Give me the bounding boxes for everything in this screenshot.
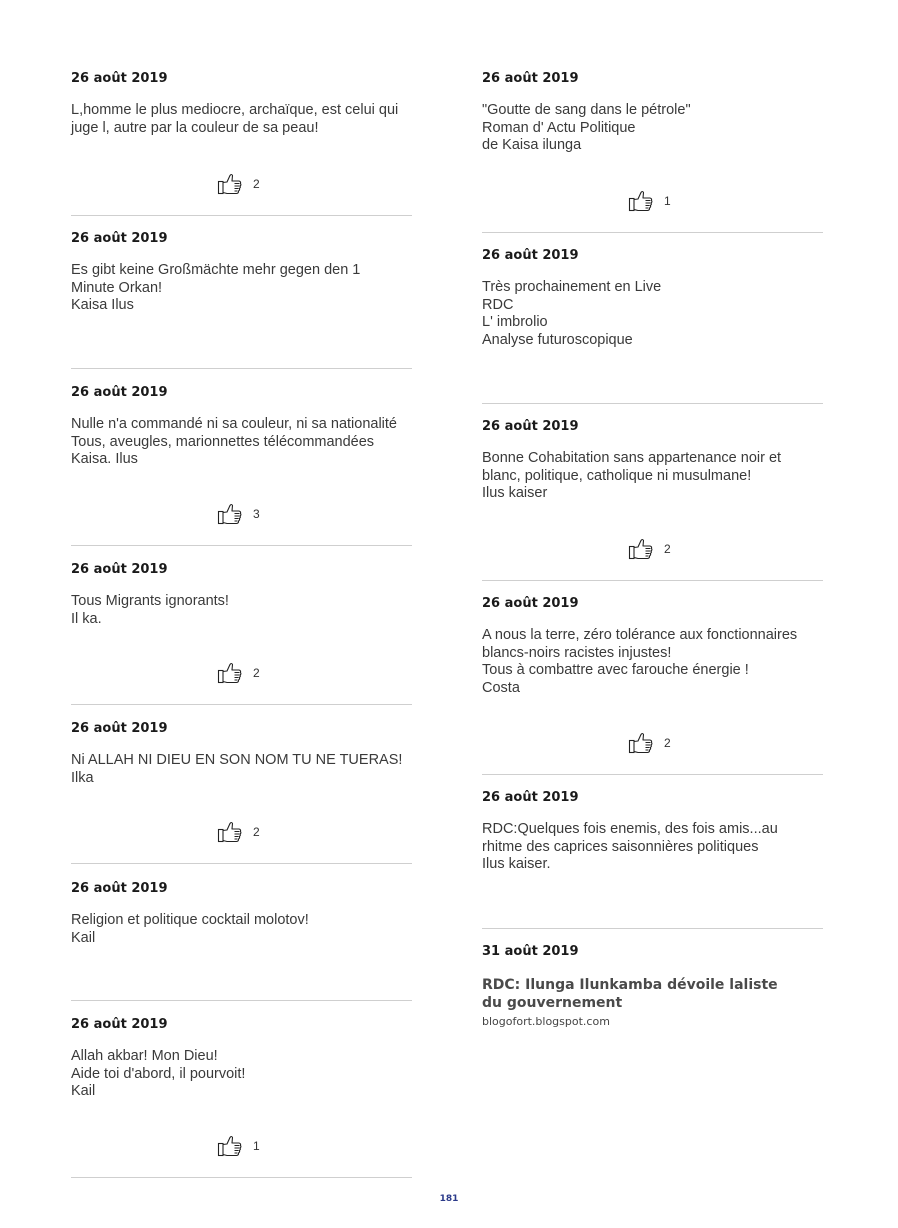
thumbs-up-icon [628,188,654,214]
post-text-line: Minute Orkan! [71,279,163,296]
post-separator [71,545,412,546]
like-count: 2 [253,825,260,839]
post-date: 26 août 2019 [71,231,168,246]
post-text-line: Ni ALLAH NI DIEU EN SON NOM TU NE TUERAS! [71,752,403,768]
post-text-line: Kail [71,1083,96,1099]
like-button[interactable] [628,730,671,756]
post-text-line: Tous Migrants ignorants! [71,593,229,609]
post-text [71,912,416,947]
post-date: 26 août 2019 [71,881,168,896]
like-count: 2 [253,666,260,680]
link-post-title[interactable]: RDC: Ilunga Ilunkamba dévoile laliste du gouvernement [482,977,778,1011]
post-text-line: blancs-noirs racistes injustes! [482,644,672,661]
post-date: 26 août 2019 [71,721,168,736]
like-count: 1 [664,194,671,208]
post-date: 26 août 2019 [71,71,168,86]
post-separator [482,774,823,775]
post-text-line: de Kaisa ilunga [482,137,582,153]
like-count: 2 [664,542,671,556]
link-post-domain: blogofort.blogspot.com [482,1015,610,1028]
post-text [482,627,827,697]
post-text [71,1048,416,1101]
thumbs-up-icon [217,501,243,527]
post-date: 26 août 2019 [71,385,168,400]
like-button[interactable] [217,501,260,527]
like-button[interactable] [217,660,260,686]
like-count: 2 [253,177,260,191]
like-count: 3 [253,507,260,521]
post-text-line: Ilus kaiser [482,485,548,501]
post-text [71,262,416,315]
like-button[interactable] [217,1133,260,1159]
thumbs-up-icon [217,819,243,845]
post-separator [482,928,823,929]
post-text [482,279,827,349]
post-text-line: Roman d' Actu Politique [482,119,636,136]
post-date: 26 août 2019 [482,248,579,263]
like-count: 1 [253,1139,260,1153]
page-number: 181 [439,1194,459,1204]
post-text-line: Kaisa. Ilus [71,451,138,467]
post-text [482,450,827,503]
post-separator [71,215,412,216]
post-separator [71,1177,412,1178]
post-text-line: Es gibt keine Großmächte mehr gegen den 1 [71,262,361,278]
like-button[interactable] [217,819,260,845]
post-separator [71,704,412,705]
post-text-line: Aide toi d'abord, il pourvoit! [71,1065,246,1082]
post-text-line: Ilus kaiser. [482,856,551,872]
post-separator [482,232,823,233]
post-text-line: A nous la terre, zéro tolérance aux fonctionnaires [482,627,798,643]
post-date: 26 août 2019 [482,596,579,611]
post-text-line: Très prochainement en Live [482,279,662,295]
post-text-line: blanc, politique, catholique ni musulmane! [482,467,752,484]
post-text-line: Nulle n'a commandé ni sa couleur, ni sa nationalité [71,416,397,432]
post-date: 26 août 2019 [482,419,579,434]
post-text-line: Costa [482,679,520,696]
post-date: 26 août 2019 [71,562,168,577]
post-text [71,593,416,628]
post-date: 31 août 2019 [482,944,579,959]
like-button[interactable] [217,171,260,197]
post-text [71,752,416,787]
thumbs-up-icon [217,1133,243,1159]
post-text [482,102,827,155]
post-text-line: Tous à combattre avec farouche énergie ! [482,662,749,678]
post-separator [482,580,823,581]
post-separator [71,863,412,864]
post-text-line: juge l, autre par la couleur de sa peau! [71,119,319,136]
like-button[interactable] [628,536,671,562]
post-text-line: Tous, aveugles, marionnettes télécommandées [71,433,375,450]
post-text-line: Il ka. [71,610,102,627]
like-button[interactable] [628,188,671,214]
post-text-line: rhitme des caprices saisonnières politiques [482,838,759,855]
post-text-line: RDC [482,296,514,313]
thumbs-up-icon [628,730,654,756]
thumbs-up-icon [217,660,243,686]
post-text-line: Bonne Cohabitation sans appartenance noir et [482,450,782,466]
like-count: 2 [664,736,671,750]
post-text [482,821,827,874]
post-text [71,102,416,137]
post-text-line: Allah akbar! Mon Dieu! [71,1048,218,1064]
post-text-line: Religion et politique cocktail molotov! [71,912,309,928]
post-text-line: Kaisa Ilus [71,297,134,313]
post-text-line: L,homme le plus mediocre, archaïque, est celui qui [71,102,399,118]
post-separator [71,1000,412,1001]
post-text-line: "Goutte de sang dans le pétrole" [482,102,691,118]
post-date: 26 août 2019 [482,71,579,86]
post-text-line: Ilka [71,769,94,786]
post-text [71,416,416,469]
thumbs-up-icon [217,171,243,197]
post-separator [71,368,412,369]
post-separator [482,403,823,404]
post-text-line: L' imbrolio [482,314,548,330]
post-text-line: Kail [71,929,96,946]
post-date: 26 août 2019 [71,1017,168,1032]
thumbs-up-icon [628,536,654,562]
post-text-line: Analyse futuroscopique [482,331,633,348]
post-date: 26 août 2019 [482,790,579,805]
post-text-line: RDC:Quelques fois enemis, des fois amis...au [482,821,778,837]
